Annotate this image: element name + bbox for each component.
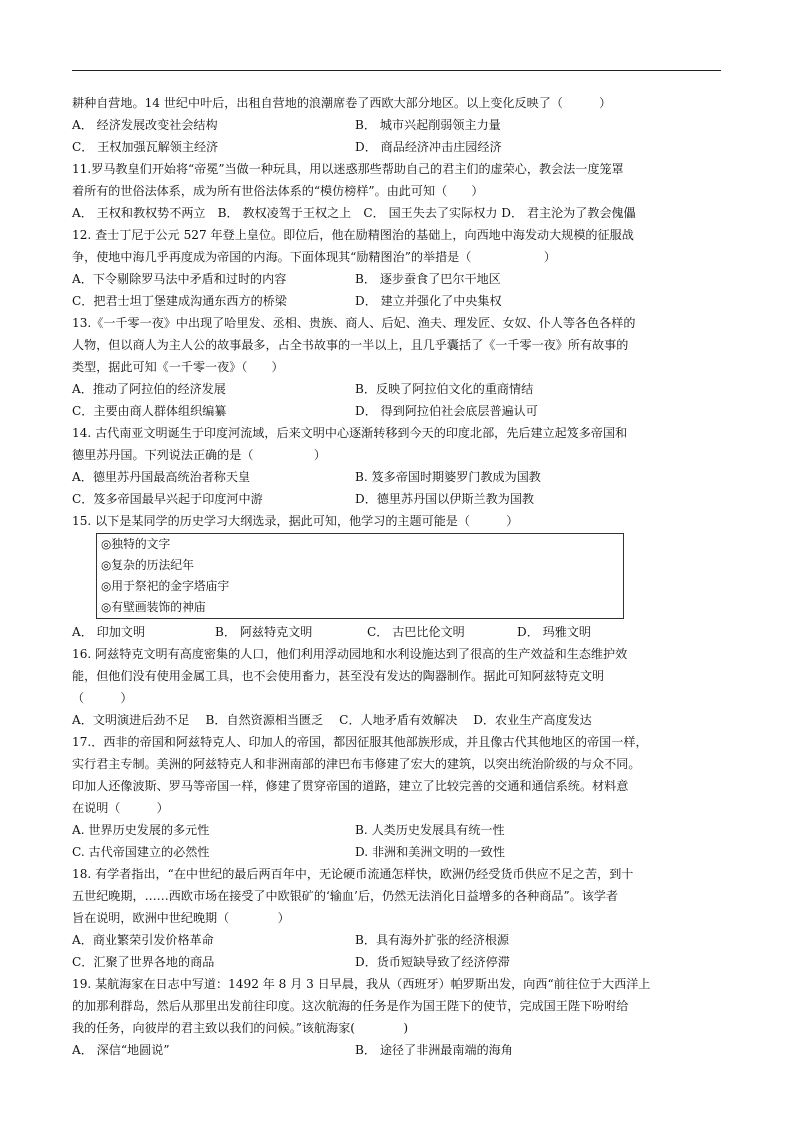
question-stem-line: 人物，但以商人为主人公的故事最多，占全书故事的一半以上，且几乎囊括了《一千零一夜》所有故事的 [72,338,629,352]
question-stem-line: 19. 某航海家在日志中写道：1492 年 8 月 3 日早晨，我从（西班牙）帕罗斯出发，向西“前往位于大西洋上 [72,977,651,991]
question-12 [72,224,722,312]
option-b: B. 人类历史发展具有统一性 [355,823,505,837]
question-stem-line: 15. 以下是某同学的历史学习大纲选录，据此可知，他学习的主题可能是（ ） [72,514,519,528]
option-b: B． 阿兹特克文明 [215,625,313,639]
question-stem-line: 11.罗马教皇们开始将“帝冕”当做一种玩具，用以迷惑那些帮助自己的君主们的虚荣心，教会法一度笼罩 [72,162,624,176]
question-18 [72,863,722,973]
option-d: D． 玛雅文明 [517,625,592,639]
question-stem-line: 12. 查士丁尼于公元 527 年登上皇位。即位后，他在励精图治的基础上，向西地中海发动大规模的征服战 [72,228,634,242]
option-a: A．商业繁荣引发价格革命 [72,933,214,947]
outline-item: ◎复杂的历法纪年 [101,558,194,572]
question-stem-line: 17.．西非的帝国和阿兹特克人、印加人的帝国，都因征服其他部族形成，并且像古代其他地区的帝国一样， [72,735,648,749]
options-row [72,621,722,643]
options-row [72,400,722,422]
options-line: A．文明演进后劲不足 B．自然资源相当匮乏 C．人地矛盾有效解决 D．农业生产高度发达 [72,713,592,727]
question-stem-line: 18. 有学者指出，“在中世纪的最后两百年中，无论硬币流通怎样快，欧洲仍经受货币供应不足之苦，到十 [72,867,634,881]
option-d: D． 商品经济冲击庄园经济 [355,140,502,154]
question-stem-line: 五世纪晚期，……西欧市场在接受了中欧银矿的‘输血’后，仍然无法消化日益增多的各种商品”。该学者 [72,889,618,903]
options-row [72,1039,722,1061]
question-stem-line: 的加那利群岛，然后从那里出发前往印度。这次航海的任务是作为国王陛下的使节，完成国王陛下吩咐给 [72,999,629,1013]
question-17 [72,731,722,863]
option-c: C. 古代帝国建立的必然性 [72,845,210,859]
question-stem-line: 着所有的世俗法体系，成为所有世俗法体系的“模仿榜样”。由此可知（ ） [72,184,484,198]
question-stem-line: 旨在说明，欧洲中世纪晚期（ ） [72,911,290,925]
option-b: B．具有海外扩张的经济根源 [355,933,510,947]
option-c: C． 王权加强瓦解领主经济 [72,140,219,154]
options-line: A． 王权和教权势不两立 B． 教权凌驾于王权之上 C． 国王失去了实际权力 D． 君主沦为了教会傀儡 [72,206,636,220]
option-a: A．推动了阿拉伯的经济发展 [72,382,226,396]
option-c: C． 古巴比伦文明 [367,625,465,639]
question-stem-line: （ ） [72,691,133,705]
options-row [72,488,722,510]
option-b: B． 逐步蚕食了巴尔干地区 [355,272,501,286]
option-a: A. 世界历史发展的多元性 [72,823,210,837]
option-b: B． 途径了非洲最南端的海角 [355,1043,513,1057]
question-stem-line: 德里苏丹国。下列说法正确的是（ ） [72,448,326,462]
question-stem-line: 16. 阿兹特克文明有高度密集的人口，他们利用浮动园地和水利设施达到了很高的生产效益和生态维护效 [72,647,628,661]
options-row [72,819,722,841]
header-rule [72,70,721,71]
option-a: A．德里苏丹国最高统治者称天皇 [72,470,251,484]
question-stem-line: 印加人还像波斯、罗马等帝国一样，修建了贯穿帝国的道路，建立了比较完善的交通和通信系统。材料意 [72,779,629,793]
option-d: D． 得到阿拉伯社会底层普遍认可 [355,404,538,418]
options-row [72,841,722,863]
option-a: A． 经济发展改变社会结构 [72,118,218,132]
option-c: C．把君士坦丁堡建成沟通东西方的桥梁 [72,294,287,308]
outline-box [96,533,624,619]
question-stem-line: 14. 古代南亚文明诞生于印度河流域，后来文明中心逐渐转移到今天的印度北部，先后建立起笈多帝国和 [72,426,628,440]
question-11 [72,158,722,224]
options-row [72,290,722,312]
question-19 [72,973,722,1061]
question-13 [72,312,722,422]
question-stem-line: 能，但他们没有使用金属工具，也不会使用畜力，甚至没有发达的陶器制作。据此可知阿兹特克文明 [72,669,605,683]
option-b: B． 城市兴起削弱领主力量 [355,118,501,132]
options-row [72,951,722,973]
question-stem-line: 我的任务，向彼岸的君主致以我们的问候。”该航海家( ) [72,1021,409,1035]
option-c: C．汇聚了世界各地的商品 [72,955,215,969]
option-a: A． 印加文明 [72,625,146,639]
question-stem-line: 在说明（ ） [72,801,169,815]
question-14 [72,422,722,510]
question-10 [72,92,722,158]
option-d: D．德里苏丹国以伊斯兰教为国教 [355,492,535,506]
option-d: D. 非洲和美洲文明的一致性 [355,845,505,859]
question-stem-line: 争，使地中海几乎再度成为帝国的内海。下面体现其“励精图治”的举措是（ ） [72,250,557,264]
option-a: A． 深信“地圆说” [72,1043,170,1057]
option-d: D．货币短缺导致了经济停滞 [355,955,510,969]
options-row [72,466,722,488]
option-b: B．反映了阿拉伯文化的重商情结 [355,382,534,396]
question-15 [72,510,722,643]
outline-item: ◎有壁画装饰的神庙 [101,600,206,614]
question-stem-line: 实行君主专制。美洲的阿兹特克人和非洲南部的津巴布韦修建了宏大的建筑，以突出统治阶级的与众不同。 [72,757,641,771]
outline-item: ◎独特的文字 [101,537,171,551]
question-16 [72,643,722,731]
option-c: C．主要由商人群体组织编纂 [72,404,227,418]
option-d: D． 建立并强化了中央集权 [355,294,502,308]
option-a: A．下令剔除罗马法中矛盾和过时的内容 [72,272,287,286]
options-row [72,929,722,951]
options-row [72,268,722,290]
options-row [72,378,722,400]
question-stem-line: 13.《一千零一夜》中出现了哈里发、丞相、贵族、商人、后妃、渔夫、理发匠、女奴、仆人等各色各样的 [72,316,636,330]
question-stem-line: 耕种自营地。14 世纪中叶后，出租自营地的浪潮席卷了西欧大部分地区。以上变化反映了（ ） [72,96,612,110]
options-row [72,114,722,136]
question-stem-line: 类型，据此可知《一千零一夜》（ ） [72,360,284,374]
options-row [72,136,722,158]
exam-page [72,92,722,1061]
outline-item: ◎用于祭祀的金字塔庙宇 [101,579,230,593]
option-b: B. 笈多帝国时期婆罗门教成为国教 [355,470,541,484]
option-c: C．笈多帝国最早兴起于印度河中游 [72,492,263,506]
